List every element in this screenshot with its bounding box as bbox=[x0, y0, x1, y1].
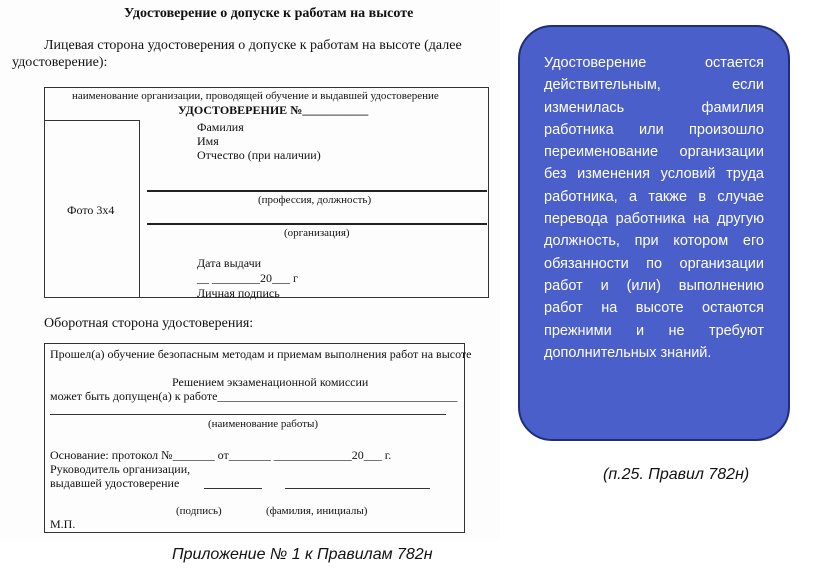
fio-label: (фамилия, инициалы) bbox=[266, 505, 368, 517]
commission-label: Решением экзаменационной комиссии bbox=[172, 375, 369, 389]
stamp-label: М.П. bbox=[50, 517, 76, 531]
head-name-line bbox=[285, 488, 430, 489]
name-label: Имя bbox=[197, 134, 219, 148]
issue-date-label: Дата выдачи bbox=[197, 256, 262, 270]
issue-date-line: __ ________20___ г bbox=[197, 271, 298, 285]
head-label-2: выдавшей удостоверение bbox=[50, 476, 180, 490]
surname-label: Фамилия bbox=[197, 120, 244, 134]
head-label-1: Руководитель организации, bbox=[50, 462, 191, 476]
document-title: Удостоверение о допуске к работам на высоте bbox=[124, 6, 414, 21]
patronymic-label: Отчество (при наличии) bbox=[197, 148, 321, 162]
organization-line bbox=[147, 223, 487, 225]
organization-label: (организация) bbox=[284, 227, 350, 239]
head-sign-line bbox=[204, 488, 262, 489]
profession-label: (профессия, должность) bbox=[258, 194, 372, 206]
basis-line: Основание: протокол №_______ от_______ _____________20___ г. bbox=[50, 448, 392, 462]
org-name-label: наименование организации, проводящей обучение и выдавшей удостоверение bbox=[72, 90, 439, 102]
note-text: Удостоверение остается действительным, если изменилась фамилия работника или произошло переименование организации без изменения условий труда работника, а также в случае перевода работника на другую должность, при котором его обязанности по организации работ и (или) выполнению работ на высоте остаются прежними и не требуют дополнительных знаний. bbox=[544, 55, 764, 361]
back-heading: Оборотная сторона удостоверения: bbox=[44, 316, 254, 331]
sign-label: (подпись) bbox=[176, 505, 222, 517]
work-name-line bbox=[50, 414, 446, 415]
profession-line bbox=[147, 190, 487, 192]
appendix-caption: Приложение № 1 к Правилам 782н bbox=[172, 546, 433, 563]
photo-label: Фото 3х4 bbox=[67, 203, 115, 217]
signature-label: Личная подпись bbox=[197, 286, 280, 300]
cert-number: УДОСТОВЕРЕНИЕ №___________ bbox=[178, 103, 369, 117]
admitted-line: может быть допущен(а) к работе________________________________________ bbox=[50, 389, 458, 403]
rule-reference: (п.25. Правил 782н) bbox=[603, 466, 750, 483]
work-name-label: (наименование работы) bbox=[208, 418, 319, 430]
back-card bbox=[44, 343, 465, 533]
front-intro-line-1: Лицевая сторона удостоверения о допуске к работам на высоте (далее bbox=[44, 38, 462, 53]
training-line: Прошел(а) обучение безопасным методам и приемам выполнения работ на высоте bbox=[50, 347, 472, 361]
front-intro-line-2: удостоверение): bbox=[12, 55, 108, 70]
